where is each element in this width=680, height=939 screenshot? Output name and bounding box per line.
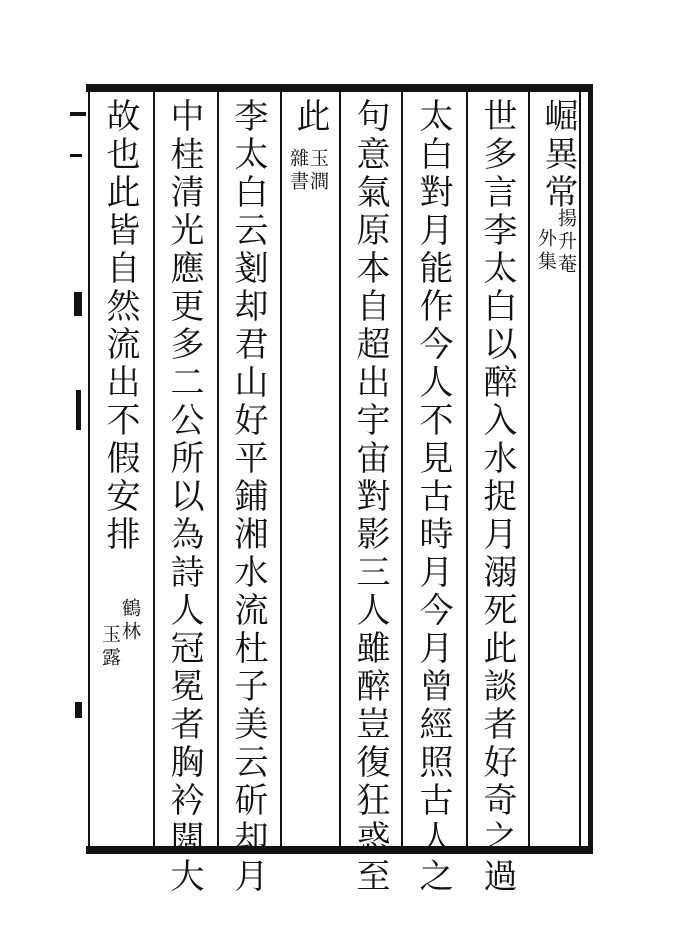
column-rule: [401, 92, 403, 846]
column-rule: [528, 92, 530, 846]
source-note: 鶴林: [119, 598, 141, 644]
column-rule: [88, 92, 90, 846]
frame-top-border: [86, 84, 592, 92]
gutter-mark: [76, 390, 81, 430]
gutter-mark: [70, 112, 86, 116]
gutter-mark: [75, 702, 82, 718]
source-note: 玉露: [99, 624, 121, 670]
text-column: 句意氣原本自超出宇宙對影三人雖醉豈復狂惑至: [350, 98, 390, 896]
gutter-mark: [70, 154, 82, 157]
column-title: 崛異常: [538, 98, 578, 212]
source-note: 雜書: [287, 148, 309, 194]
text-column: 中桂清光應更多二公所以為詩人冠冕者胸衿闊大: [164, 98, 204, 896]
text-column: 故也此皆自然流出不假安排: [100, 98, 140, 554]
text-column: 太白對月能作今人不見古時月今月曾經照古人之: [413, 98, 453, 896]
column-rule: [153, 92, 155, 846]
text-column: 李太白云剗却君山好平鋪湘水流杜子美云斫却月: [228, 98, 268, 896]
text-column: 世多言李太白以醉入水捉月溺死此談者好奇之過: [477, 98, 517, 896]
column-rule: [466, 92, 468, 846]
author-note: 揚升菴: [555, 208, 577, 277]
source-note: 玉澗: [307, 148, 329, 194]
frame-right-border: [588, 84, 593, 854]
column-rule: [280, 92, 282, 846]
gutter-mark: [74, 292, 82, 316]
text-column: 此: [290, 98, 330, 136]
frame-right-inner-border: [579, 92, 581, 846]
page-gutter: [70, 92, 88, 846]
author-note: 外集: [535, 228, 557, 274]
column-rule: [217, 92, 219, 846]
column-rule: [339, 92, 341, 846]
